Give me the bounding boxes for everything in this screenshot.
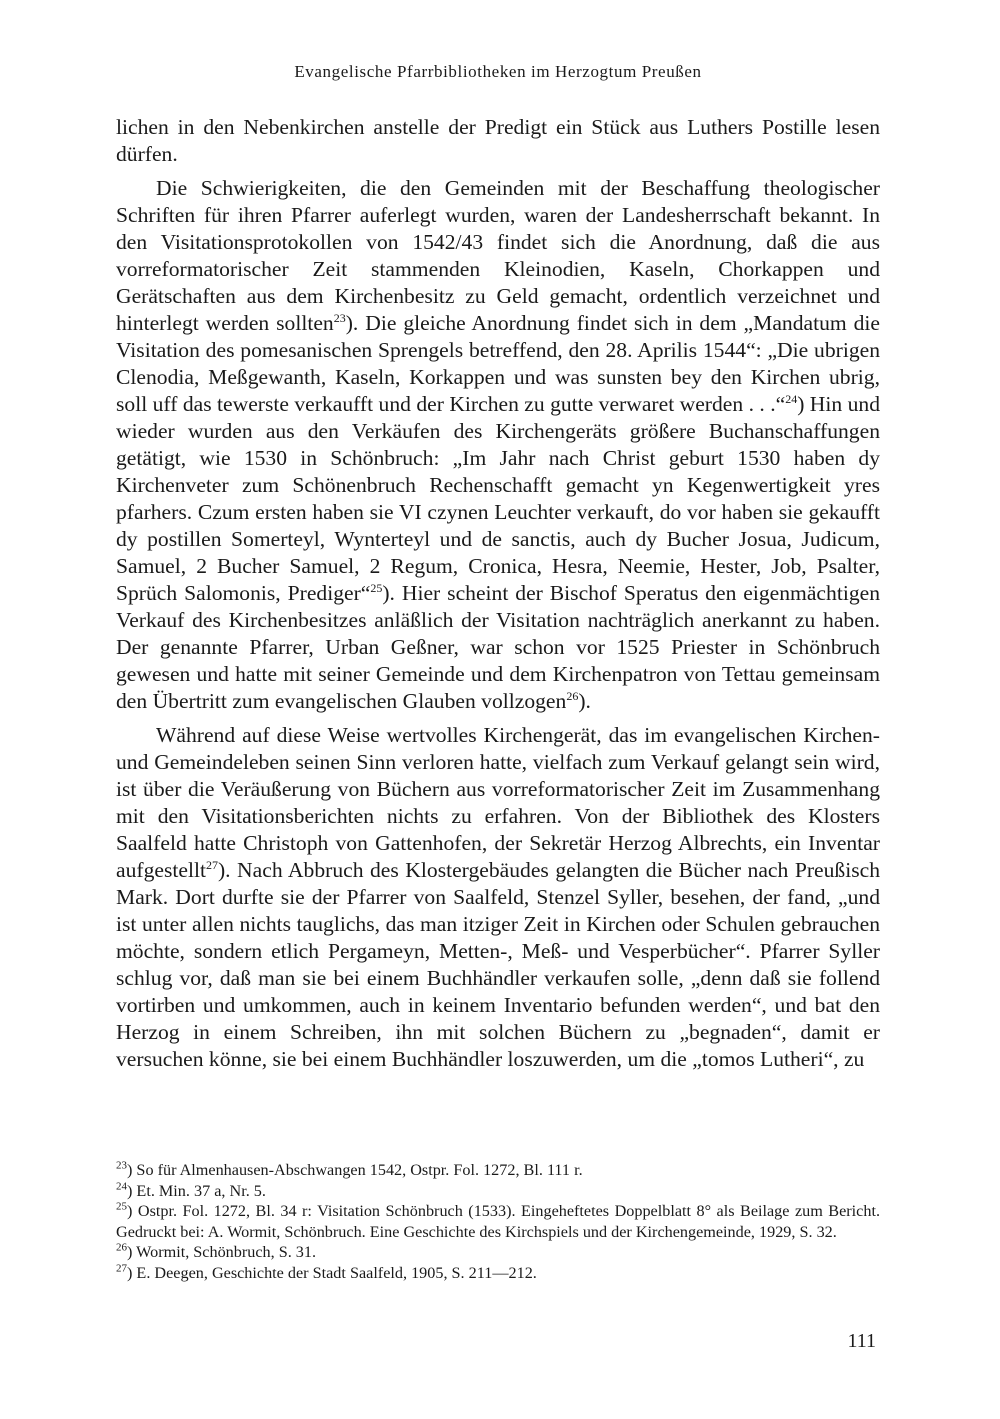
- footnote-ref-26: 26: [566, 688, 579, 703]
- footnote-mark: 26: [116, 1241, 127, 1254]
- running-head: Evangelische Pfarrbibliotheken im Herzogtum Preußen: [294, 62, 702, 81]
- paragraph-2-text-b: ). Die gleiche Anordnung findet sich in dem „Mandatum die Visitation des pomesanischen Sprengels betreffend, den 28. Aprilis 1544“: „Die ubrigen Clenodia, Meßgewanth, Kaseln, Korkappen und was sunsten bey den Kirchen ubrig, soll uff das tewerste verkaufft und der Kirchen zu gutte verwaret werden . . .“: [116, 311, 880, 416]
- footnote-mark: 23: [116, 1159, 127, 1172]
- footnote-23: [116, 1160, 880, 1181]
- footnote-27: [116, 1263, 880, 1284]
- paragraph-2: [116, 175, 880, 715]
- body-text: [116, 114, 880, 1073]
- footnote-ref-23: 23: [333, 310, 346, 325]
- footnote-25: [116, 1201, 880, 1242]
- paragraph-2-text-e: ).: [578, 689, 591, 713]
- footnote-ref-25: 25: [370, 580, 383, 595]
- footnote-mark: 24: [116, 1180, 127, 1193]
- paragraph-2-text-d: ). Hier scheint der Bischof Speratus den eigenmächtigen Verkauf des Kirchenbesitzes anläßlich der Visitation nachträglich anerkannt zu haben. Der genannte Pfarrer, Urban Geßner, war schon vor 1525 Priester in Schönbruch gewesen und hatte mit seiner Gemeinde und dem Kirchenpatron von Tettau gemeinsam den Übertritt zum evangelischen Glauben vollzogen: [116, 581, 880, 713]
- paragraph-3: [116, 722, 880, 1073]
- footnote-ref-24: 24: [785, 391, 798, 406]
- footnote-text: ) Ostpr. Fol. 1272, Bl. 34 r: Visitation Schönbruch (1533). Eingeheftetes Doppelblatt 8° als Beilage zum Bericht. Gedruckt bei: A. Wormit, Schönbruch. Eine Geschichte des Kirchspiels und der Kirchengemeinde, 1929, S. 32.: [116, 1202, 880, 1241]
- footnote-26: [116, 1242, 880, 1263]
- footnote-ref-27: 27: [205, 857, 218, 872]
- paragraph-3-text-b: ). Nach Abbruch des Klostergebäudes gelangten die Bücher nach Preußisch Mark. Dort durfte sie der Pfarrer von Saalfeld, Stenzel Syller, besehen, der fand, „und ist unter allen nichts tauglichs, das man itziger Zeit in Kirchen oder Schulen gebrauchen möchte, sondern etlich Pergameyn, Metten-, Meß- und Vesperbücher“. Pfarrer Syller schlug vor, daß man sie bei einem Buchhändler verkaufen solle, „denn daß sie follend vortirben und umkommen, auch in keinem Inventario befunden werden“, und bat den Herzog in einem Schreiben, ihn mit solchen Büchern zu „begnaden“, damit er versuchen könne, sie bei einem Buchhändler loszuwerden, um die „tomos Lutheri“, zu: [116, 858, 880, 1071]
- footnote-24: [116, 1181, 880, 1202]
- footnotes: [116, 1160, 880, 1283]
- paragraph-1: lichen in den Nebenkirchen anstelle der Predigt ein Stück aus Luthers Postille lesen dürfen.: [116, 115, 880, 166]
- footnote-text: ) Et. Min. 37 a, Nr. 5.: [127, 1181, 266, 1200]
- footnote-mark: 25: [116, 1200, 127, 1213]
- paragraph-3-text-a: Während auf diese Weise wertvolles Kirchengerät, das im evangelischen Kirchen- und Gemeindeleben seinen Sinn verloren hatte, vielfach zum Verkauf gelangt sein wird, ist über die Veräußerung von Büchern aus vorreformatorischer Zeit im Zusammenhang mit den Visitationsberichten nichts zu erfahren. Von der Bibliothek des Klosters Saalfeld hatte Christoph von Gattenhofen, der Sekretär Herzog Albrechts, ein Inventar aufgestellt: [116, 723, 880, 882]
- footnote-text: ) Wormit, Schönbruch, S. 31.: [127, 1243, 317, 1261]
- footnote-text: ) So für Almenhausen-Abschwangen 1542, Ostpr. Fol. 1272, Bl. 111 r.: [127, 1161, 583, 1179]
- footnote-mark: 27: [116, 1262, 127, 1275]
- paragraph-2-text-c: ) Hin und wieder wurden aus den Verkäufen des Kirchengeräts größere Buchanschaffungen getätigt, wie 1530 in Schönbruch: „Im Jahr nach Christ geburt 1530 haben dy Kirchenveter zum Schönenbruch Rechenschafft gemacht yn Kegenwertigkeit yres pfarhers. Czum ersten haben sie VI czynen Leuchter verkauft, do vor haben sie gekaufft dy postillen Somerteyl, Wynterteyl und de sanctis, auch dy Bucher Josua, Judicum, Samuel, 2 Bucher Samuel, 2 Regum, Cronica, Hesra, Neemie, Hester, Job, Psalter, Sprüch Salomonis, Prediger“: [116, 392, 880, 605]
- paragraph-2-text-a: Die Schwierigkeiten, die den Gemeinden mit der Beschaffung theologischer Schriften für ihren Pfarrer auferlegt wurden, waren der Landesherrschaft bekannt. In den Visitationsprotokollen von 1542/43 findet sich die Anordnung, daß die aus vorreformatorischer Zeit stammenden Kleinodien, Kaseln, Chorkappen und Gerätschaften aus dem Kirchenbesitz zu Geld gemacht, ordentlich verzeichnet und hinterlegt werden sollten: [116, 176, 880, 335]
- footnote-text: ) E. Deegen, Geschichte der Stadt Saalfeld, 1905, S. 211—212.: [127, 1263, 537, 1282]
- book-page: [116, 0, 880, 1419]
- page-number: 111: [847, 1330, 876, 1352]
